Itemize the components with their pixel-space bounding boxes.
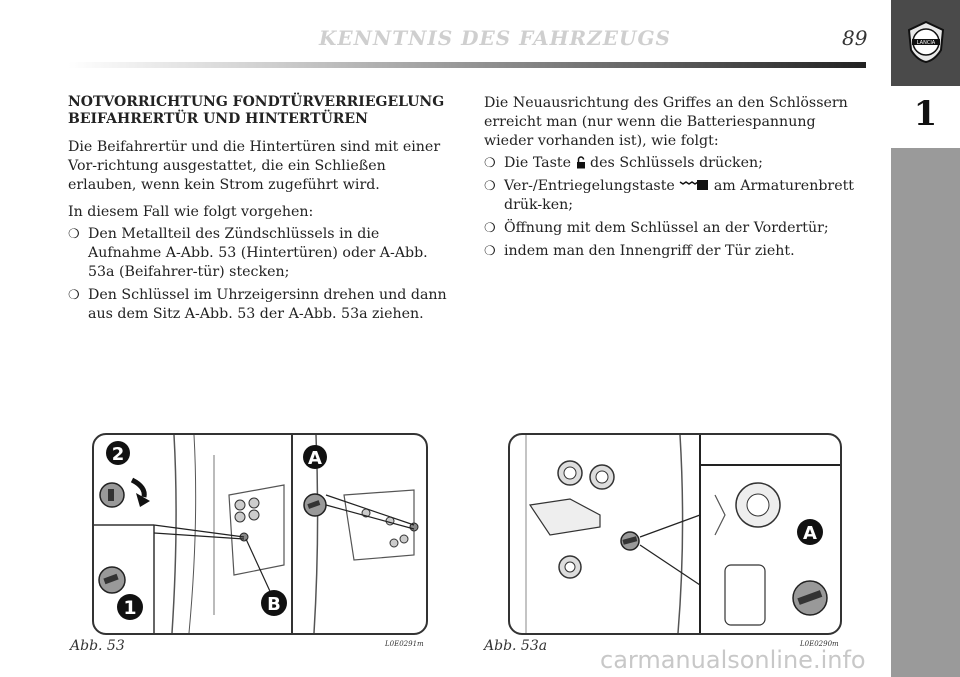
figure-53 <box>92 433 428 635</box>
callout-2: 2 <box>111 444 125 465</box>
figure-53-caption: Abb. 53 <box>70 638 125 654</box>
callout-b: B <box>267 594 281 615</box>
logo-text: LANCIA <box>916 40 936 46</box>
figure-53a-illustration <box>510 435 840 633</box>
page-number: 89 <box>842 26 868 50</box>
page-header-title: KENNTNIS DES FAHRZEUGS <box>319 26 671 50</box>
left-column <box>68 94 453 328</box>
bullet-text: Die Taste <box>504 155 572 171</box>
right-column <box>484 94 869 265</box>
figure-53a-caption: Abb. 53a <box>484 638 548 654</box>
section-heading: NOTVORRICHTUNG FONDTÜRVERRIEGELUNG BEIFAHRERTÜR UND HINTERTÜREN <box>68 94 445 127</box>
figure-53a-code: L0E0290m <box>800 640 839 648</box>
list-item: ❍ indem man den Innengriff der Tür zieht. <box>484 242 869 261</box>
bullet-text: am Armaturenbrett drük-ken; <box>504 178 855 213</box>
list-item: ❍ Den Metallteil des Zündschlüssels in die Aufnahme A-Abb. 53 (Hintertüren) oder A-Abb. 53a (Beifahrer-tür) stecken; <box>68 225 453 282</box>
list-item: ❍ Den Schlüssel im Uhrzeigersinn drehen und dann aus dem Sitz A-Abb. 53 der A-Abb. 53a ziehen. <box>68 286 453 324</box>
intro-paragraph: Die Beifahrertür und die Hintertüren sind mit einer Vor-richtung ausgestattet, die ein Schließen erlauben, wenn kein Strom zugeführt wird. <box>68 139 441 193</box>
callout-1: 1 <box>123 597 137 619</box>
lock-button-icon <box>679 179 709 191</box>
figure-53-code: L0E0291m <box>385 640 424 648</box>
lead-paragraph: In diesem Fall wie folgt vorgehen: <box>68 204 314 220</box>
list-item <box>484 154 869 173</box>
bullet-text: des Schlüssels drücken; <box>590 155 763 171</box>
padlock-open-icon <box>576 156 586 169</box>
header-rule <box>68 62 866 68</box>
list-item: ❍ Öffnung mit dem Schlüssel an der Vordertür; <box>484 219 869 238</box>
bullet-text: Ver-/Entriegelungstaste <box>504 178 675 194</box>
callout-a: A <box>803 523 817 544</box>
list-item <box>484 177 869 215</box>
right-intro-paragraph: Die Neuausrichtung des Griffes an den Schlössern erreicht man (nur wenn die Batteriespannung wieder vorhanden ist), wie folgt: <box>484 95 848 149</box>
chapter-number: 1 <box>913 94 938 134</box>
callout-a: A <box>308 448 322 469</box>
lancia-logo-icon <box>905 20 947 64</box>
figure-53a <box>508 433 842 635</box>
watermark: carmanualsonline.info <box>600 646 866 674</box>
figure-53-illustration <box>94 435 426 633</box>
